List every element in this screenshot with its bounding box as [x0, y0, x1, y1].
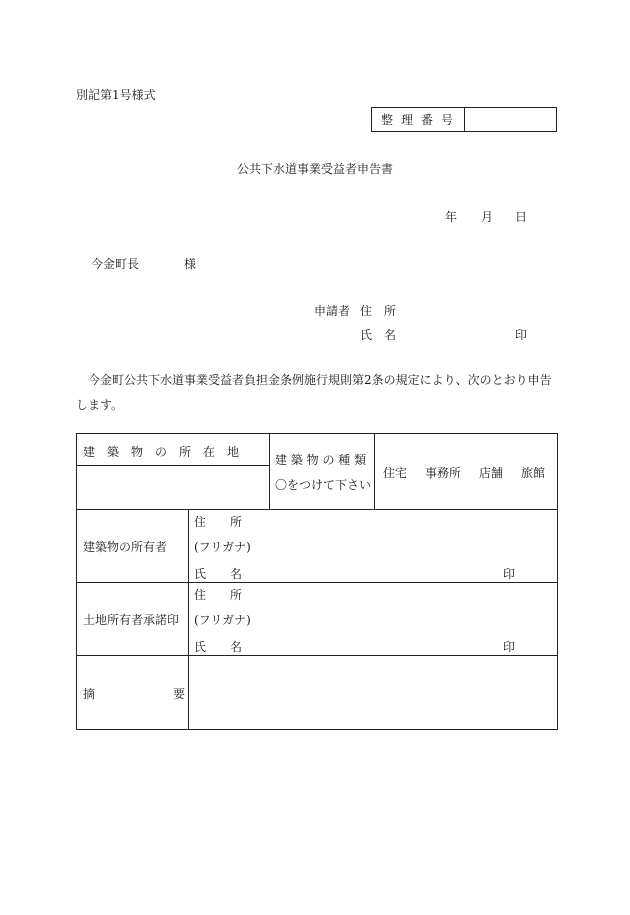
owner-label: 建築物の所有者 [83, 540, 168, 554]
declaration-line-2: します。 [76, 398, 124, 412]
date-year: 年 [445, 210, 458, 224]
landowner-label: 土地所有者承諾印 [83, 613, 180, 627]
applicant-label: 申請者 [314, 304, 351, 318]
landowner-address-label: 住 所 [194, 588, 243, 602]
declaration-table [76, 433, 558, 730]
remarks-field[interactable] [190, 657, 554, 727]
declaration-line-1: 今金町公共下水道事業受益者負担金条例施行規則第2条の規定により、次のとおり申告 [88, 373, 552, 387]
seiri-number-label: 整理番号 [372, 108, 465, 131]
building-type-header: 建 築 物 の 種 類 [275, 453, 367, 467]
applicant-name-label: 氏 名 [360, 328, 397, 342]
owner-furigana-label: (フリガナ) [194, 540, 251, 554]
type-option-inn[interactable]: 旅館 [521, 466, 546, 480]
type-option-house[interactable]: 住宅 [383, 466, 408, 480]
addressee-honorific: 様 [184, 257, 197, 271]
applicant-address-label: 住 所 [360, 304, 397, 318]
remarks-label-2: 要 [173, 687, 186, 701]
landowner-name-label: 氏 名 [194, 640, 243, 654]
date-month: 月 [481, 210, 494, 224]
type-option-office[interactable]: 事務所 [425, 466, 462, 480]
remarks-label-1: 摘 [83, 687, 96, 701]
seiri-number-box [371, 107, 557, 132]
location-field[interactable] [79, 467, 267, 507]
owner-seal: 印 [503, 567, 516, 581]
date-day: 日 [515, 210, 528, 224]
owner-address-label: 住 所 [194, 515, 243, 529]
landowner-furigana-label: (フリガナ) [194, 613, 251, 627]
type-option-shop[interactable]: 店舗 [479, 466, 504, 480]
owner-name-label: 氏 名 [194, 567, 243, 581]
seiri-number-field[interactable] [465, 108, 556, 131]
applicant-seal: 印 [515, 328, 528, 342]
form-number: 別記第1号様式 [76, 88, 156, 102]
building-type-instruction: 〇をつけて下さい [275, 478, 372, 492]
addressee-name: 今金町長 [91, 257, 140, 271]
landowner-seal: 印 [503, 640, 516, 654]
declaration-text [76, 368, 558, 418]
location-header: 建 築 物 の 所 在 地 [83, 445, 240, 459]
document-title: 公共下水道事業受益者申告書 [237, 162, 394, 176]
